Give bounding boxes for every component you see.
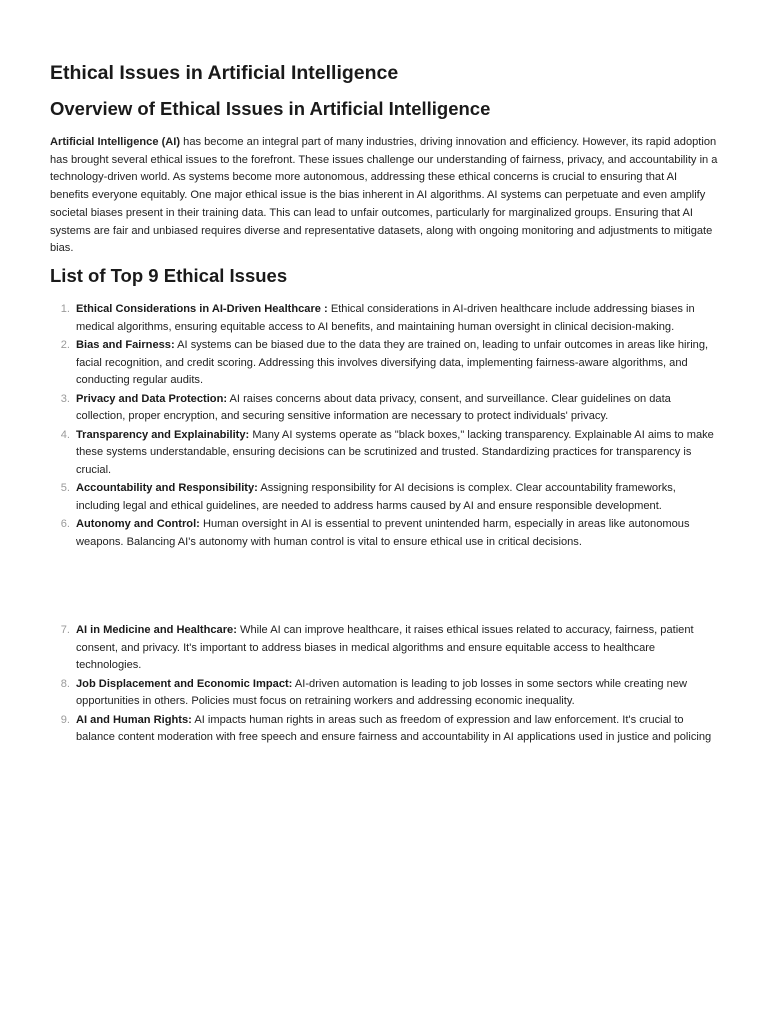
issue-text: AI systems can be biased due to the data they are trained on, leading to unfair outcomes in areas like hiring, facial recognition, and credit scoring. Addressing this involves diversifying data, implementing fairness-aware algorithms, and conducting regular audits. (76, 339, 709, 386)
issue-item-7 (50, 622, 722, 675)
issue-title: Accountability and Responsibility: (76, 482, 258, 494)
issue-number: 6. (60, 518, 70, 530)
issue-text: Assigning responsibility for AI decisions is complex. Clear accountability frameworks, including legal and ethical guidelines, are needed to address harms caused by AI and ensure responsible development. (76, 482, 676, 512)
issue-title: Bias and Fairness: (76, 339, 175, 351)
issue-item-9 (50, 712, 722, 747)
issue-title: AI in Medicine and Healthcare: (76, 624, 237, 636)
issue-title: Privacy and Data Protection: (76, 392, 228, 405)
issue-item-3 (50, 391, 722, 426)
issue-number: 8. (60, 677, 70, 690)
issue-title: Job Displacement and Economic Impact: (76, 677, 293, 690)
issue-list-part-1 (50, 301, 722, 552)
issue-title: Autonomy and Control: (76, 518, 200, 530)
issue-title: Transparency and Explainability: (76, 428, 250, 441)
overview-heading: Overview of Ethical Issues in Artificial Intelligence (50, 98, 491, 119)
issue-number: 7. (60, 624, 70, 636)
issue-number: 4. (60, 428, 70, 441)
issue-item-1 (50, 301, 722, 336)
list-heading: List of Top 9 Ethical Issues (50, 265, 288, 286)
issue-item-6 (50, 516, 722, 551)
issue-title: Ethical Considerations in AI-Driven Healthcare : (76, 303, 328, 315)
issue-text: Many AI systems operate as "black boxes," lacking transparency. Explainable AI aims to make these systems understandable, ensuring decisions can be scrutinized and trusted. Standardizing practices for transparency is crucial. (76, 428, 714, 476)
issue-item-5 (50, 480, 722, 515)
issue-text: Ethical considerations in AI-driven healthcare include addressing biases in medical algorithms, ensuring equitable access to AI benefits, and maintaining human oversight in clinical decision-making. (76, 303, 695, 333)
issue-number: 1. (60, 303, 70, 315)
issue-text: AI-driven automation is leading to job losses in some sectors while creating new opportunities in others. Policies must focus on retraining workers and addressing economic inequality. (76, 677, 688, 707)
issue-text: AI raises concerns about data privacy, consent, and surveillance. Clear guidelines on data collection, proper encryption, and securing sensitive information are necessary to protect individuals' privacy. (76, 392, 671, 422)
overview-lead-term: Artificial Intelligence (AI) (50, 136, 181, 148)
issue-list-part-2 (50, 622, 722, 748)
overview-body-text: has become an integral part of many industries, driving innovation and efficiency. However, its rapid adoption has brought several ethical issues to the forefront. These issues challenge our understanding of fairness, privacy, and accountability in a technology-driven world. As systems become more autonomous, addressing these ethical concerns is crucial to ensuring that AI benefits everyone equitably. One major ethical issue is the bias inherent in AI algorithms. AI systems can perpetuate and even amplify societal biases present in their training data. This can lead to unfair outcomes, particularly for marginalized groups. Ensuring that AI systems are fair and unbiased requires diverse and representative datasets, along with ongoing monitoring and adjustments to mitigate bias. (50, 136, 718, 255)
issue-number: 9. (60, 713, 70, 726)
issue-text: Human oversight in AI is essential to prevent unintended harm, especially in areas like autonomous weapons. Balancing AI's autonomy with human control is vital to ensure ethical use in critical decisions. (76, 518, 690, 548)
issue-title: AI and Human Rights: (76, 713, 192, 726)
issue-number: 5. (60, 482, 70, 494)
issue-item-4 (50, 427, 722, 480)
overview-paragraph (50, 134, 718, 258)
issue-number: 2. (60, 339, 70, 351)
issue-item-2 (50, 337, 722, 390)
page-title: Ethical Issues in Artificial Intelligence (50, 62, 399, 84)
issue-text: AI impacts human rights in areas such as freedom of expression and law enforcement. It's crucial to balance content moderation with free speech and ensure fairness and accountability in AI applications used in justice and policing (76, 713, 712, 743)
issue-item-8 (50, 676, 722, 711)
issue-number: 3. (60, 392, 70, 405)
issue-text: While AI can improve healthcare, it raises ethical issues related to accuracy, fairness, patient consent, and privacy. It's important to address biases in medical algorithms and ensure equitable access to healthcare technologies. (76, 624, 694, 671)
